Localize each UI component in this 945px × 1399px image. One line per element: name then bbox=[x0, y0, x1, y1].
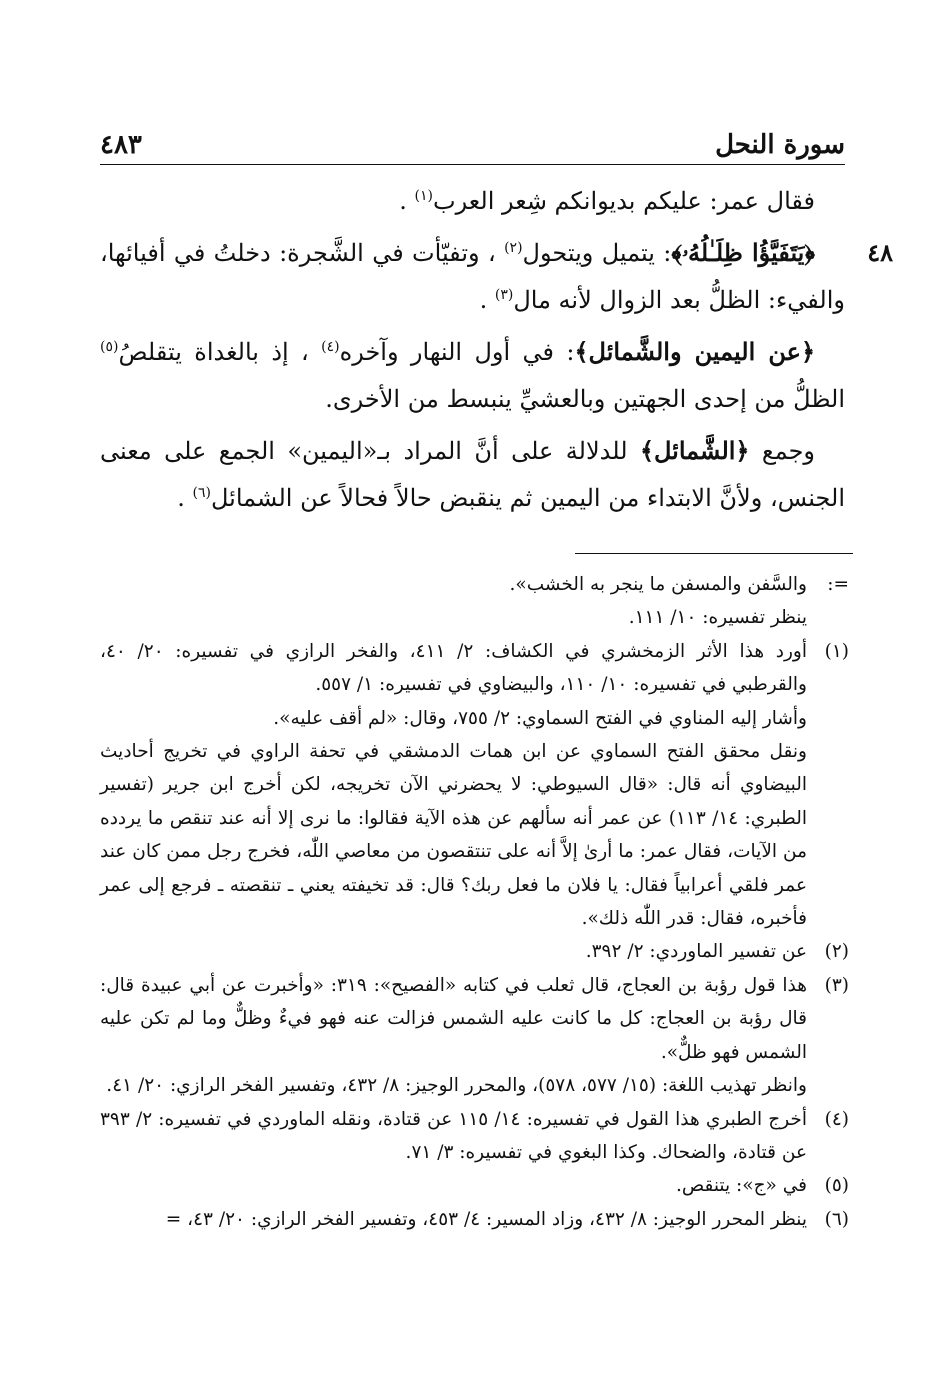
continuation-marker: =: bbox=[827, 574, 849, 595]
footnote-ref: (٢) bbox=[504, 240, 523, 256]
footnote-text: عن تفسير الماوردي: ٢/ ٣٩٢. bbox=[585, 941, 807, 963]
para3-text-c: الظلُّ من إحدى الجهتين وبالعشيِّ ينبسط من الأخرى. bbox=[325, 385, 845, 413]
page-header bbox=[100, 118, 845, 165]
footnote-3 bbox=[100, 969, 849, 1103]
footnote-text: هذا قول رؤبة بن العجاج، قال ثعلب في كتابه «الفصيح»: ٣١٩: «وأخبرت عن أبي عبيدة قال: قال رؤبة بن العجاج: كل ما كانت عليه الشمس فزالت عنه فهو فيءٌ وظلٌّ وما لم تكن عليه الشمس فهو ظلٌّ». bbox=[100, 974, 807, 1063]
footnotes bbox=[100, 568, 849, 1236]
footnote-ref: (٤) bbox=[321, 339, 340, 355]
footnote-number: (٦) bbox=[824, 1208, 849, 1230]
para3-text-a: : في أول النهار وآخره bbox=[339, 338, 575, 366]
paragraph-1 bbox=[100, 178, 845, 225]
quran-quote: ﴿عن اليمين والشَّمائل﴾ bbox=[574, 337, 816, 366]
quran-quote: ﴿يَتَفَيَّؤُا ظِلَـٰلُهُۥ﴾ bbox=[671, 238, 815, 267]
running-title: سورة النحل bbox=[715, 130, 845, 160]
para2-end: . bbox=[479, 286, 495, 314]
footnote-5 bbox=[100, 1169, 849, 1202]
footnote-ref: (١) bbox=[414, 188, 433, 204]
footnote-6 bbox=[100, 1203, 849, 1236]
footnote-text: أورد هذا الأثر الزمخشري في الكشاف: ٢/ ٤١١، والفخر الرازي في تفسيره: ٢٠/ ٤٠، والقرطبي في تفسيره: ١٠/ ١١٠، والبيضاوي في تفسيره: ١/ ٥٥٧. bbox=[100, 640, 807, 696]
para4-end: . bbox=[177, 484, 193, 512]
para1-text: فقال عمر: عليكم بديوانكم شِعر العرب bbox=[432, 187, 815, 215]
footnote-text: في «ج»: يتنقص. bbox=[675, 1175, 807, 1197]
footnote-text: وانظر تهذيب اللغة: (١٥/ ٥٧٧، ٥٧٨)، والمحرر الوجيز: ٨/ ٤٣٢، وتفسير الفخر الرازي: ٢٠/ ٤١. bbox=[106, 1075, 807, 1097]
footnote-ref: (٣) bbox=[494, 287, 514, 303]
para2-text-b: ، وتفيّأت في الشَّجرة: دخلتُ في أفيائها، والفيء: الظلُّ بعد الزوال لأنه مال bbox=[100, 239, 845, 314]
footnote-2 bbox=[100, 935, 849, 968]
footnote-ref: (٦) bbox=[192, 485, 211, 501]
para4-text-a: وجمع bbox=[749, 437, 816, 465]
para1-end: . bbox=[399, 187, 415, 215]
footnote-text: وأشار إليه المناوي في الفتح السماوي: ٢/ ٧٥٥، وقال: «لم أقف عليه». bbox=[273, 707, 807, 729]
footnote-number: (٣) bbox=[824, 974, 849, 996]
footnote-text: ينظر تفسيره: ١٠/ ١١١. bbox=[628, 607, 807, 629]
quran-quote: ﴿الشَّمائل﴾ bbox=[639, 436, 750, 465]
footnote-number: (٤) bbox=[824, 1108, 849, 1130]
para4-text-b: للدلالة على أنَّ المراد بـ«اليمين» الجمع على معنى الجنس، ولأنَّ الابتداء من اليمين ثم ينقبض حالاً فحالاً عن الشمائل bbox=[100, 437, 845, 512]
footnote-text: والسَّفن والمسفن ما ينجر به الخشب». bbox=[509, 574, 807, 595]
paragraph-3 bbox=[100, 328, 845, 423]
page-number: ٤٨٣ bbox=[100, 130, 142, 160]
footnote-text: ينظر المحرر الوجيز: ٨/ ٤٣٢، وزاد المسير: ٤/ ٤٥٣، وتفسير الفخر الرازي: ٢٠/ ٤٣، = bbox=[165, 1208, 807, 1230]
verse-number: ٤٨ bbox=[867, 238, 893, 267]
para3-text-b: ، إذ بالغداة يتقلصُ bbox=[118, 338, 322, 366]
footnote-separator bbox=[575, 553, 853, 554]
paragraph-4 bbox=[100, 427, 845, 522]
footnote-continued bbox=[100, 568, 849, 635]
footnote-text: أخرج الطبري هذا القول في تفسيره: ١٤/ ١١٥ عن قتادة، ونقله الماوردي في تفسيره: ٢/ ٣٩٣ عن قتادة، والضحاك. وكذا البغوي في تفسيره: ٣/ ٧١. bbox=[100, 1108, 807, 1163]
footnote-number: (٥) bbox=[824, 1175, 849, 1197]
paragraph-2 bbox=[100, 229, 893, 324]
footnote-1 bbox=[100, 635, 849, 936]
para2-text-a: : يتميل ويتحول bbox=[522, 239, 672, 267]
footnote-number: (٢) bbox=[824, 941, 849, 963]
main-text bbox=[100, 178, 893, 526]
footnote-text: ونقل محقق الفتح السماوي عن ابن همات الدمشقي في تحفة الراوي في تخريج أحاديث البيضاوي أنه قال: «قال السيوطي: لا يحضرني الآن تخريجه، لكن أخرج ابن جرير (تفسير الطبري: ١٤/ ١١٣) عن عمر أنه سألهم عن هذه الآية فقالوا: ما نرى إلا أنه عند تنقص ما يردده من الآيات، فقال عمر: ما أرىٰ إلاَّ أنه على تنتقصون من معاصي اللّٰه، فخرج رجل ممن كان عند عمر فلقي أعرابياً فقال: يا فلان ما فعل ربك؟ قال: قد تخيفته يعني ـ تنقصته ـ فرجع إلى عمر فأخبره، فقال: قدر اللّٰه ذلك». bbox=[100, 741, 807, 930]
footnote-number: (١) bbox=[824, 640, 849, 662]
footnote-ref: (٥) bbox=[100, 339, 119, 355]
footnote-4 bbox=[100, 1103, 849, 1170]
